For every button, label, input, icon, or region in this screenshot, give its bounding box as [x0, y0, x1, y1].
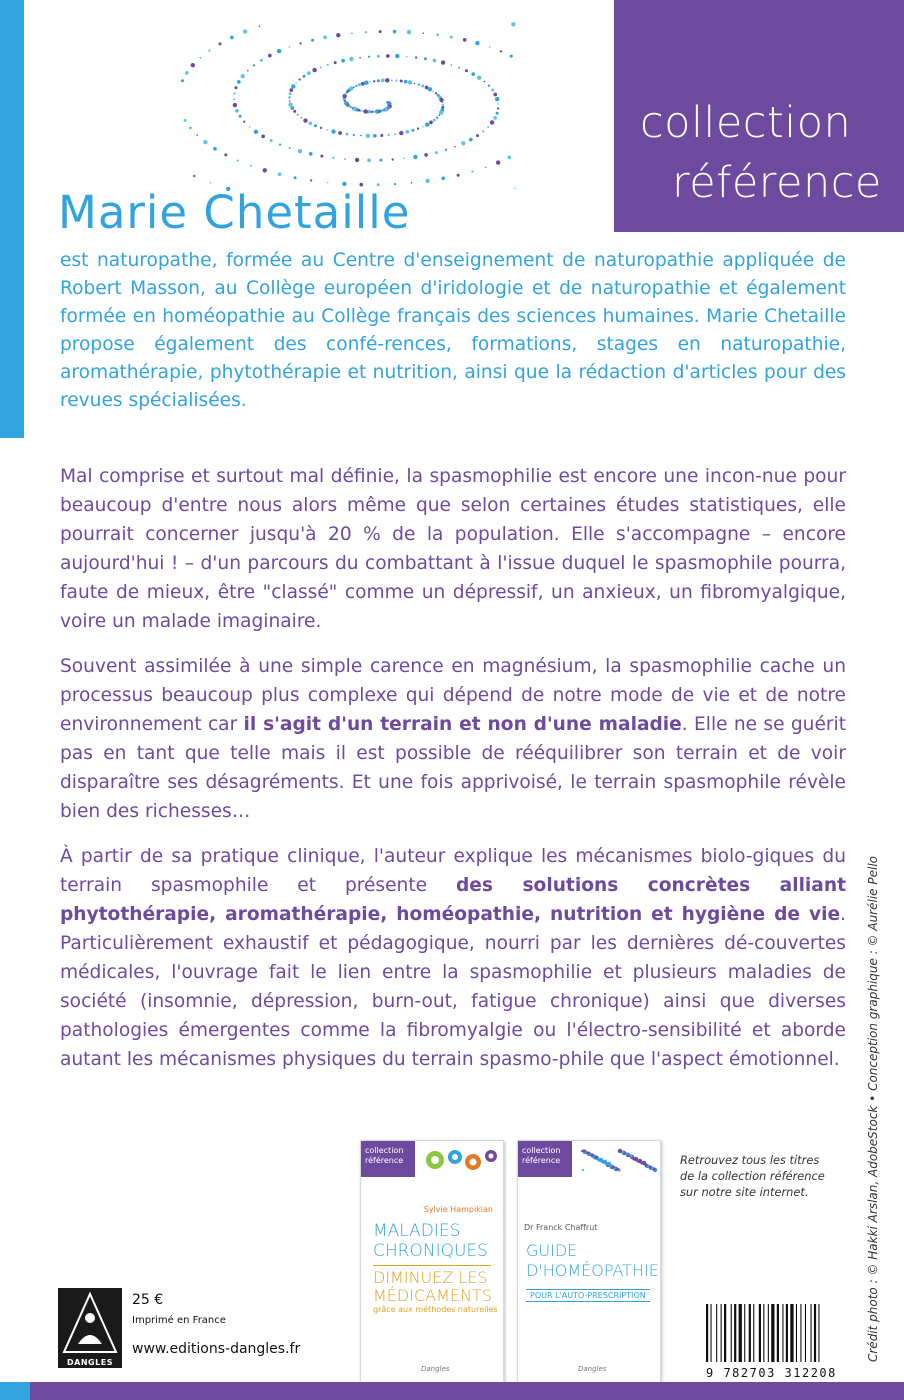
bottom-accent-bar-blue: [0, 1382, 30, 1400]
book-publisher: Dangles: [578, 1365, 607, 1373]
book-collection-badge: collection référence: [361, 1141, 415, 1177]
publisher-logo-text: DANGLES: [67, 1358, 113, 1367]
publisher-website: www.editions-dangles.fr: [132, 1341, 301, 1357]
book-title: GUIDE D'HOMÉOPATHIE: [526, 1241, 659, 1280]
dots-pattern-icon: [578, 1145, 658, 1175]
bottom-accent-bar-purple: [30, 1382, 904, 1400]
left-accent-bar: [0, 0, 24, 438]
photo-credits: Crédit photo : © Hakki Arslan, AdobeStock • Conception graphique : © Aurélie Pello: [866, 856, 880, 1362]
paragraph-2-text-c: . Elle ne se guérit pas en tant que telle mais il est possible de rééquilibrer son terrain et de voir disparaître ses désagréments. Et une fois apprivoisé, le terrain spasmophile révèle bien des richesses…: [60, 714, 846, 822]
promo-line-3: sur notre site internet.: [680, 1185, 809, 1199]
author-name: Marie Chetaille: [58, 186, 411, 239]
collection-promo-text: [680, 1152, 825, 1200]
book-rule: [373, 1265, 491, 1266]
printed-in: Imprimé en France: [132, 1315, 226, 1326]
author-bio: est naturopathe, formée au Centre d'enseignement de naturopathie appliquée de Robert Masson, au Collège européen d'iridologie et de naturopathie et également formée en homéopathie au Collège français des sciences humaines. Marie Chetaille propose également des confé-rences, formations, stages en naturopathie, aromathérapie, phytothérapie et nutrition, ainsi que la rédaction d'articles pour des revues spécialisées.: [60, 250, 846, 411]
isbn-number: 9 782703 312208: [706, 1366, 837, 1380]
collection-label-line1: collection: [640, 98, 852, 148]
book-collection-badge: collection référence: [518, 1141, 572, 1177]
publisher-logo: [58, 1288, 122, 1368]
book-thumbnail-maladies-chroniques: [360, 1140, 504, 1388]
gears-icon: [421, 1145, 501, 1175]
meditating-figure-icon: [58, 1288, 122, 1358]
isbn-barcode: [702, 1304, 846, 1362]
book-author: Sylvie Hampikian: [423, 1205, 493, 1214]
book-thumbnail-guide-homeopathie: [517, 1140, 661, 1388]
description-paragraph-3: [60, 842, 846, 1074]
promo-line-2: de la collection référence: [680, 1169, 825, 1183]
description-paragraph-2: [60, 652, 846, 826]
promo-line-1: Retrouvez tous les titres: [680, 1153, 820, 1167]
paragraph-2-text-a: Souvent assimilée à une simple carence en magnésium, la spasmophilie cache un processus beaucoup plus complexe qui dépend de notre mode de vie et de notre environnement car: [60, 656, 846, 735]
book-subtitle: POUR L'AUTO-PRESCRIPTION: [526, 1289, 650, 1302]
paragraph-2-emphasis: il s'agit d'un terrain et non d'une maladie: [243, 714, 682, 735]
paragraph-3-text-c: . Particulièrement exhaustif et pédagogique, nourri par les dernières dé-couvertes médicales, l'ouvrage fait le lien entre la spasmophilie et plusieurs maladies de société (insomnie, dépression, burn-out, fatigue chronique) ainsi que diverses pathologies émergentes comme la fibromyalgie ou l'électro-sensibilité et aborde autant les mécanismes physiques du terrain spasmo-phile que l'aspect émotionnel.: [60, 904, 846, 1070]
book-tagline: grâce aux méthodes naturelles: [373, 1305, 498, 1314]
book-author: Dr Franck Chaffrut: [524, 1223, 598, 1232]
paragraph-3-emphasis: des solutions concrètes alliant phytothérapie, aromathérapie, homéopathie, nutrition et hygiène de vie: [60, 875, 846, 925]
book-title: MALADIES CHRONIQUES: [373, 1221, 488, 1261]
book-publisher: Dangles: [421, 1365, 450, 1373]
collection-label-line2: référence: [672, 158, 882, 208]
spiral-dots-graphic: [180, 22, 520, 192]
paragraph-3-text-a: À partir de sa pratique clinique, l'auteur explique les mécanismes biolo-giques du terrain spasmophile et présente: [60, 846, 846, 896]
book-subtitle: DIMINUEZ LES MÉDICAMENTS: [373, 1268, 492, 1305]
collection-badge: [614, 0, 904, 232]
description-paragraph-1: Mal comprise et surtout mal définie, la spasmophilie est encore une incon-nue pour beaucoup d'entre nous alors même que selon certaines études statistiques, elle pourrait concerner jusqu'à 20 % de la population. Elle s'accompagne – encore aujourd'hui ! – d'un parcours du combattant à l'issue duquel le spasmophile pourra, faute de mieux, être "classé" comme un dépressif, un anxieux, un fibromyalgique, voire un malade imaginaire.: [60, 466, 846, 632]
price: 25 €: [132, 1292, 164, 1308]
